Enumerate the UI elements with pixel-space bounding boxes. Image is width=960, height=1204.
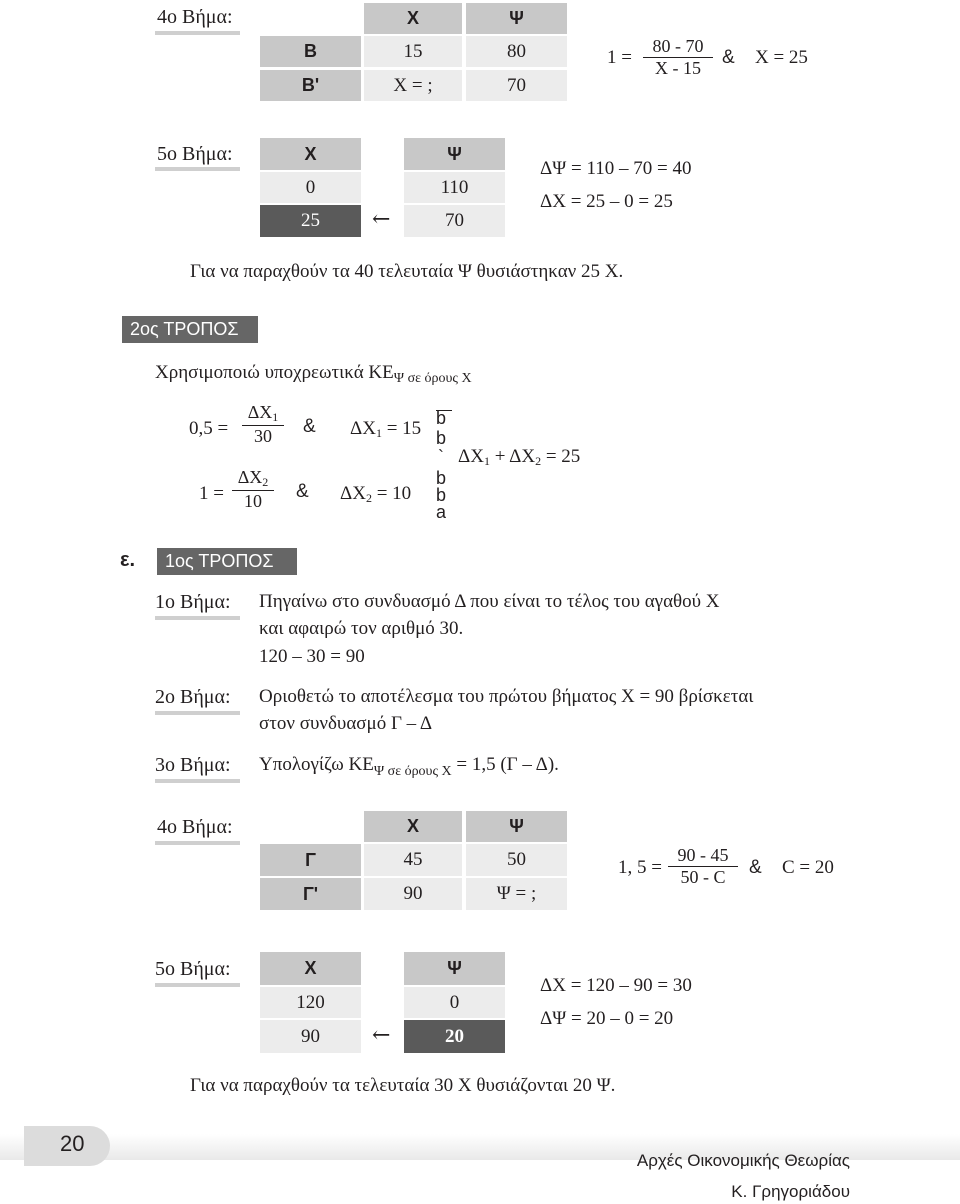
brace-glyph: b xyxy=(436,428,447,448)
cell-x-25-highlight: 25 xyxy=(260,205,361,237)
step5-bottom-conclusion: Για να παραχθούν τα τελευταία 30 Χ θυσιάζονται 20 Ψ. xyxy=(190,1075,616,1096)
step2-text-line2: στον συνδυασμό Γ – Δ xyxy=(259,713,433,734)
cell-y-110: 110 xyxy=(404,172,505,203)
formula2-lhs: 1 = xyxy=(199,483,224,504)
cell-y-20-highlight: 20 xyxy=(404,1020,505,1053)
brace-glyph: b xyxy=(436,468,447,488)
step3-label: 3ο Βήμα: xyxy=(155,754,231,776)
row-label-b: Β xyxy=(260,36,361,67)
fraction-numerator: 80 - 70 xyxy=(652,36,704,56)
table-header-x: Χ xyxy=(260,952,361,985)
cell-y-0: 0 xyxy=(404,987,505,1018)
method1-badge: 1ος ΤΡΟΠΟΣ xyxy=(157,548,297,575)
formula1-fraction: $\Delta X_1$ 30 xyxy=(242,402,284,447)
method2-badge: 2ος ΤΡΟΠΟΣ xyxy=(122,316,258,343)
step5-top-conclusion: Για να παραχθούν τα 40 τελευταία Ψ θυσιάστηκαν 25 Χ. xyxy=(190,261,624,282)
author-name: Κ. Γρηγοριάδου xyxy=(731,1182,850,1201)
cell-x-90: 90 xyxy=(260,1020,361,1053)
step3-text: Υπολογίζω $KE_{\Psi \sigma\varepsilon ό\rho o\upsilon\varsigma X} = 1,5$ (Γ – Δ). xyxy=(259,754,559,779)
page-number: 20 xyxy=(60,1131,85,1156)
cell-x-0: 0 xyxy=(260,172,361,203)
delta-psi-line: ΔΨ = 20 – 0 = 20 xyxy=(540,1008,674,1029)
fraction-denominator: 50 - C xyxy=(680,867,726,887)
step4-top-eq-lhs: 1 = xyxy=(607,47,632,68)
step4-top-fraction xyxy=(643,36,713,79)
table-header-y: Ψ xyxy=(466,811,567,842)
arrow-left-icon: ← xyxy=(372,207,391,232)
formula2-fraction: $\Delta X_2$ 10 xyxy=(232,467,274,512)
formula1-rhs: $\Delta X_1 = 15$ xyxy=(350,418,422,440)
step4-bottom-label: 4ο Βήμα: xyxy=(157,816,233,838)
cell-bprime-x: Χ = ; xyxy=(364,70,462,101)
step1-text-line2: και αφαιρώ τον αριθμό 30. xyxy=(259,618,464,639)
table-header-x: Χ xyxy=(260,138,361,170)
cell-g-x: 45 xyxy=(364,844,462,876)
table-header-x: Χ xyxy=(364,811,462,842)
step4-bottom-amp: & xyxy=(749,857,762,878)
row-label-g-prime: Γ' xyxy=(260,878,361,910)
cell-b-y: 80 xyxy=(466,36,567,67)
step5-top-label: 5ο Βήμα: xyxy=(157,143,233,165)
fraction-denominator: Χ - 15 xyxy=(655,58,701,78)
table-header-y: Ψ xyxy=(404,138,505,170)
cell-y-70: 70 xyxy=(404,205,505,237)
delta-x-line: ΔΧ = 25 – 0 = 25 xyxy=(540,191,673,212)
delta-psi-line: ΔΨ = 110 – 70 = 40 xyxy=(540,158,692,179)
cell-gprime-y: Ψ = ; xyxy=(466,878,567,910)
formula2-rhs: $\Delta X_2 = 10$ xyxy=(340,483,412,505)
formula1-amp: & xyxy=(303,416,316,437)
row-label-b-prime: Β' xyxy=(260,70,361,101)
step5-bottom-label: 5ο Βήμα: xyxy=(155,958,231,980)
step4-top-result: Χ = 25 xyxy=(755,47,808,68)
sum-equation: $\Delta X_1 + \Delta X_2 = 25$ xyxy=(458,446,581,468)
cell-x-120: 120 xyxy=(260,987,361,1018)
step4-bottom-result: C = 20 xyxy=(782,857,834,878)
row-label-g: Γ xyxy=(260,844,361,876)
brace-glyph: b xyxy=(436,485,447,505)
table-header-x: Χ xyxy=(364,3,462,34)
cell-bprime-y: 70 xyxy=(466,70,567,101)
step4-bottom-fraction xyxy=(668,845,738,888)
fraction-numerator: 90 - 45 xyxy=(677,845,729,865)
section-marker: ε. xyxy=(120,549,136,571)
brace-glyph: ` xyxy=(438,447,444,467)
arrow-left-icon: ← xyxy=(372,1023,391,1048)
formula1-lhs: 0,5 = xyxy=(189,418,229,439)
book-title: Αρχές Οικονομικής Θεωρίας xyxy=(636,1151,850,1170)
cell-g-y: 50 xyxy=(466,844,567,876)
step2-text-line1: Οριοθετώ το αποτέλεσμα του πρώτου βήματος Χ = 90 βρίσκεται xyxy=(259,686,754,707)
step1-text-line3: 120 – 30 = 90 xyxy=(259,646,365,667)
step4-top-label: 4ο Βήμα: xyxy=(157,6,233,28)
step4-top-amp: & xyxy=(722,47,735,68)
brace-glyph: b xyxy=(436,408,447,428)
table-header-y: Ψ xyxy=(466,3,567,34)
cell-gprime-x: 90 xyxy=(364,878,462,910)
table-header-y: Ψ xyxy=(404,952,505,985)
delta-x-line: ΔΧ = 120 – 90 = 30 xyxy=(540,975,692,996)
brace-glyph: a xyxy=(436,502,447,522)
cell-b-x: 15 xyxy=(364,36,462,67)
step4-bottom-eq-lhs: 1, 5 = xyxy=(618,857,662,878)
step1-text-line1: Πηγαίνω στο συνδυασμό Δ που είναι το τέλος του αγαθού Χ xyxy=(259,591,720,612)
step1-label: 1ο Βήμα: xyxy=(155,591,231,613)
step2-label: 2ο Βήμα: xyxy=(155,686,231,708)
formula2-amp: & xyxy=(296,481,309,502)
method2-intro: Χρησιμοποιώ υποχρεωτικά $KE_{\Psi \sigma\varepsilon ό\rho o\upsilon\varsigma X}$ xyxy=(155,362,472,386)
